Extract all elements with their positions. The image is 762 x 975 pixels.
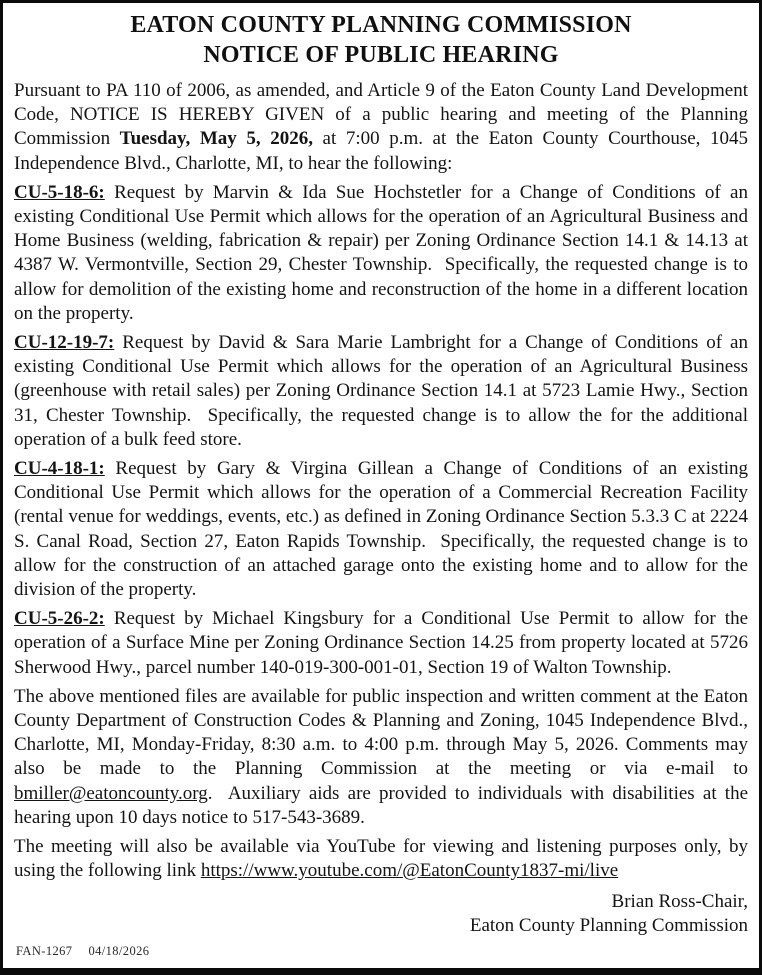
hearing-date: Tuesday, May 5, 2026, — [119, 128, 313, 150]
inspection-text-after: . Auxiliary aids are provided to individuals with disabilities at the hearing upon 10 days notice to 517-543-3689. — [14, 782, 748, 828]
case-paragraph-cu-4-18-1 — [14, 457, 748, 602]
signature-block — [14, 890, 748, 938]
case-id-cu-4-18-1: CU-4-18-1: — [14, 458, 105, 480]
signature-name: Brian Ross-Chair, — [611, 890, 748, 912]
inspection-paragraph — [14, 685, 748, 830]
case-text-cu-4-18-1: Request by Gary & Virgina Gillean a Change of Conditions of an existing Conditional Use Permit which allows for the operation of a Commercial Recreation Facility (rental venue for weddings, events, etc.) as defined in Zoning Ordinance Section 5.3.3 C at 2224 S. Canal Road, Section 27, Eaton Rapids Township. Specifically, the requested change is to allow for the construction of an attached garage onto the existing home and to allow for the division of the property. — [14, 458, 748, 601]
inspection-text-before: The above mentioned files are available for public inspection and written comment at the Eaton County Department of Construction Codes & Planning and Zoning, 1045 Independence Blvd., Charlotte, MI, Monday-Friday, 8:30 a.m. to 4:00 p.m. through May 5, 2026. Comments may also be made to the Planning Commission at the meeting or via e-mail to — [14, 685, 748, 780]
footer — [16, 944, 149, 959]
case-paragraph-cu-5-18-6 — [14, 181, 748, 326]
youtube-paragraph — [14, 835, 748, 883]
case-id-cu-5-18-6: CU-5-18-6: — [14, 181, 105, 203]
intro-text-before: Pursuant to PA 110 of 2006, as amended, and Article 9 of the Eaton County Land Development Code, NOTICE IS HEREBY GIVEN of a public hearing and meeting of the Planning Commission — [14, 80, 748, 150]
notice-title-line1: EATON COUNTY PLANNING COMMISSION — [130, 12, 632, 38]
youtube-text-before: The meeting will also be available via YouTube for viewing and listening purposes only, by using the following link — [14, 836, 748, 882]
notice-title-line2: NOTICE OF PUBLIC HEARING — [203, 42, 559, 68]
case-text-cu-5-18-6: Request by Marvin & Ida Sue Hochstetler for a Change of Conditions of an existing Conditional Use Permit which allows for the operation of an Agricultural Business and Home Business (welding, fabrication & repair) per Zoning Ordinance Section 14.1 & 14.13 at 4387 W. Vermontville, Section 29, Chester Township. Specifically, the requested change is to allow for demolition of the existing home and reconstruction of the home in a different location on the property. — [14, 181, 748, 324]
case-id-cu-5-26-2: CU-5-26-2: — [14, 608, 105, 630]
notice-run-date: 04/18/2026 — [88, 944, 150, 958]
case-text-cu-5-26-2: Request by Michael Kingsbury for a Conditional Use Permit to allow for the operation of a Surface Mine per Zoning Ordinance Section 14.25 from property located at 5726 Sherwood Hwy., parcel number 140-019-300-001-01, Section 19 of Walton Township. — [14, 608, 748, 678]
intro-paragraph — [14, 79, 748, 176]
case-paragraph-cu-5-26-2 — [14, 607, 748, 680]
case-paragraph-cu-12-19-7 — [14, 331, 748, 452]
case-id-cu-12-19-7: CU-12-19-7: — [14, 332, 115, 354]
email-link[interactable]: bmiller@eatoncounty.org — [14, 782, 208, 804]
notice-reference-number: FAN-1267 — [16, 944, 73, 958]
case-text-cu-12-19-7: Request by David & Sara Marie Lambright for a Change of Conditions of an existing Conditional Use Permit which allows for the operation of an Agricultural Business (greenhouse with retail sales) per Zoning Ordinance Section 14.1 at 5723 Lamie Hwy., Section 31, Chester Township. Specifically, the requested change is to allow the for the additional operation of a bulk feed store. — [14, 332, 748, 450]
youtube-link[interactable]: https://www.youtube.com/@EatonCounty1837-mi/live — [200, 860, 619, 882]
signature-org: Eaton County Planning Commission — [469, 914, 748, 936]
notice-body — [14, 79, 748, 884]
intro-text-after: at 7:00 p.m. at the Eaton County Courthouse, 1045 Independence Blvd., Charlotte, MI, to hear the following: — [14, 128, 749, 174]
